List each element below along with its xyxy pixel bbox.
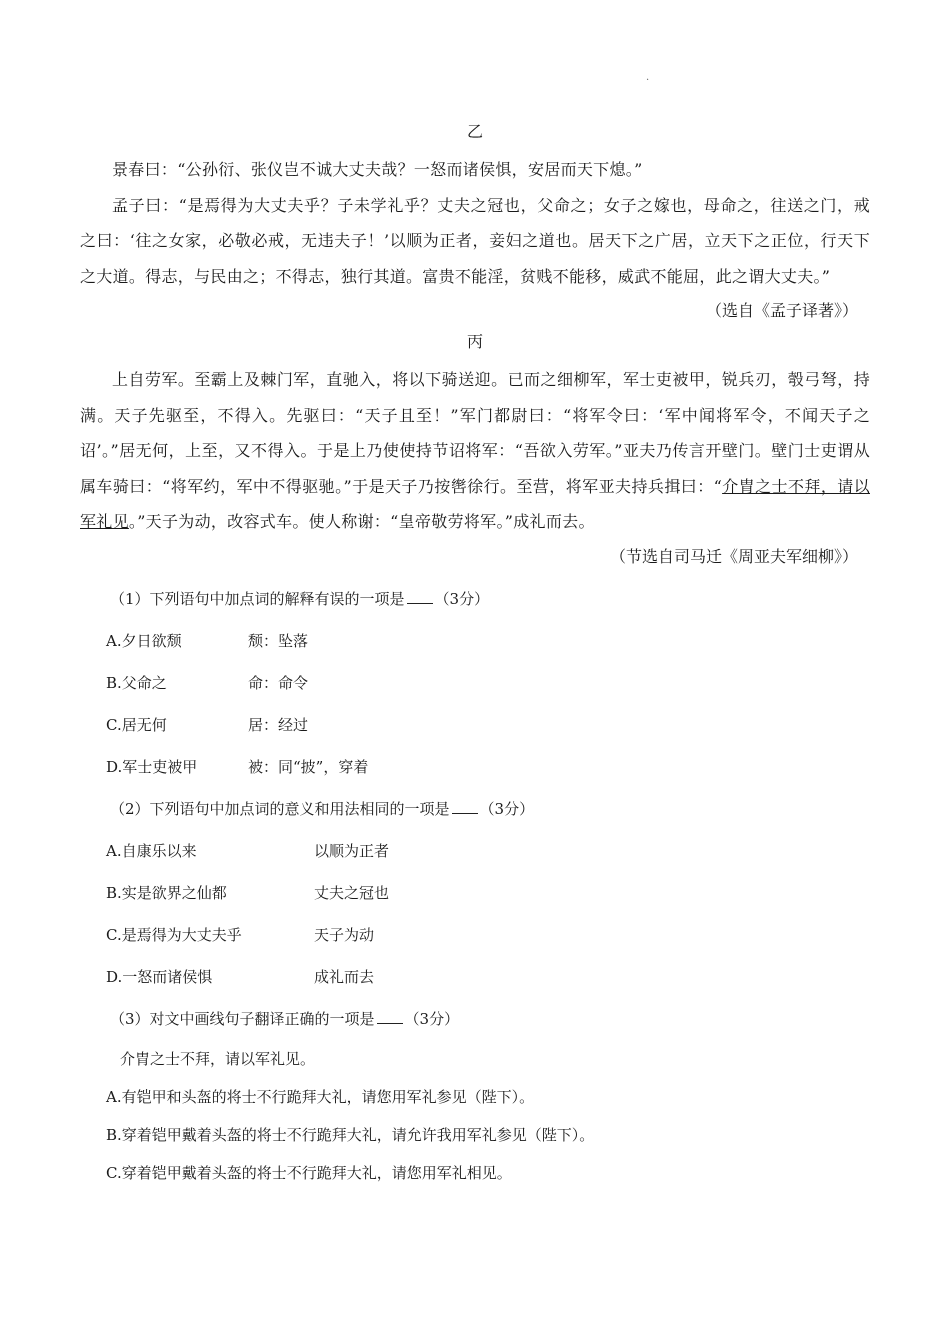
question-3-stem — [80, 998, 870, 1040]
question-1-stem — [80, 578, 870, 620]
paragraph-mengzi: 孟子曰：“是焉得为大丈夫乎？子未学礼乎？丈夫之冠也，父命之；女子之嫁也，母命之，往送之门，戒之曰：‘往之女家，必敬必戒，无违夫子！’以顺为正者，妾妇之道也。居天下之广居，立天下之正位，行天下之大道。得志，与民由之；不得志，独行其道。富贵不能淫，贫贱不能移，威武不能屈，此之谓大丈夫。” — [80, 195, 870, 286]
option-explanation: 居：经过 — [248, 715, 309, 734]
question-2-text: （2）下列语句中加点词的意义和用法相同的一项是 — [110, 799, 450, 818]
question-3-sentence: 介胄之士不拜，请以军礼见。 — [120, 1049, 316, 1068]
question-2-stem — [80, 788, 870, 830]
section-title-bing: 丙 — [466, 332, 483, 351]
question-3-option-c: C.穿着铠甲戴着头盔的将士不行跪拜大礼，请您用军礼相见。 — [106, 1163, 512, 1182]
question-1-text: （1）下列语句中加点词的解释有误的一项是 — [110, 589, 405, 608]
question-3-option-b: B.穿着铠甲戴着头盔的将士不行跪拜大礼，请允许我用军礼参见（陛下）。 — [106, 1125, 595, 1144]
question-2-option-c — [80, 914, 870, 956]
option-compare-text: 成礼而去 — [314, 967, 375, 986]
paragraph-jingchun: 景春曰：“公孙衍、张仪岂不诚大丈夫哉？一怒而诸侯惧，安居而天下熄。” — [112, 160, 643, 179]
option-explanation: 颓：坠落 — [248, 631, 309, 650]
question-1-option-c — [80, 704, 870, 746]
answer-blank — [452, 801, 478, 814]
answer-blank — [377, 1011, 403, 1024]
question-3-text: （3）对文中画线句子翻译正确的一项是 — [110, 1009, 375, 1028]
option-text: B.实是欲界之仙都 — [106, 883, 227, 902]
option-explanation: 命：命令 — [248, 673, 309, 692]
option-text: A.夕日欲颓 — [106, 631, 182, 650]
paragraph-text-before: 上自劳军。至霸上及棘门军，直驰入，将以下骑送迎。已而之细柳军，军士吏被甲，锐兵刃，彀弓弩，持满。天子先驱至，不得入。先驱曰：“天子且至！”军门都尉曰：“将军令曰：‘军中闻将军令，不闻天子之诏’。”居无何，上至，又不得入。于是上乃使使持节诏将军：“吾欲入劳军。”亚夫乃传言开壁门。壁门士吏谓从属车骑曰：“将军约，军中不得驱驰。”于是天子乃按辔徐行。至营，将军亚夫持兵揖曰：“ — [80, 370, 870, 496]
question-1-option-a — [80, 620, 870, 662]
document-page — [80, 118, 870, 1192]
question-2-score: （3分） — [479, 799, 535, 818]
option-text: C.是焉得为大丈夫乎 — [106, 925, 242, 944]
underlined-sentence: 介胄之士不拜，请以军礼见 — [80, 476, 870, 531]
top-mark: . — [646, 72, 650, 83]
option-compare-text: 以顺为正者 — [314, 841, 390, 860]
option-text: A.自康乐以来 — [106, 841, 197, 860]
option-text: C.居无何 — [106, 715, 167, 734]
question-1-option-d — [80, 746, 870, 788]
source-citation-yi: （选自《孟子译著》） — [705, 301, 858, 320]
option-text: D.一怒而诸侯惧 — [106, 967, 213, 986]
option-text: D.军士吏被甲 — [106, 757, 198, 776]
section-title-yi: 乙 — [466, 122, 483, 141]
paragraph-xiliu — [80, 362, 870, 540]
question-1-option-b — [80, 662, 870, 704]
question-1-score: （3分） — [434, 589, 490, 608]
option-text: B.父命之 — [106, 673, 167, 692]
source-citation-bing: （节选自司马迁《周亚夫军细柳》） — [609, 546, 858, 566]
option-explanation: 被：同“披”，穿着 — [248, 757, 369, 776]
paragraph-text-after: 。”天子为动，改容式车。使人称谢：“皇帝敬劳将军。”成礼而去。 — [128, 512, 595, 531]
question-2-option-d — [80, 956, 870, 998]
question-3-option-a: A.有铠甲和头盔的将士不行跪拜大礼，请您用军礼参见（陛下）。 — [106, 1087, 535, 1106]
option-compare-text: 丈夫之冠也 — [314, 883, 390, 902]
question-2-option-a — [80, 830, 870, 872]
question-2-option-b — [80, 872, 870, 914]
question-3-score: （3分） — [404, 1009, 460, 1028]
answer-blank — [407, 591, 433, 604]
option-compare-text: 天子为动 — [314, 925, 375, 944]
